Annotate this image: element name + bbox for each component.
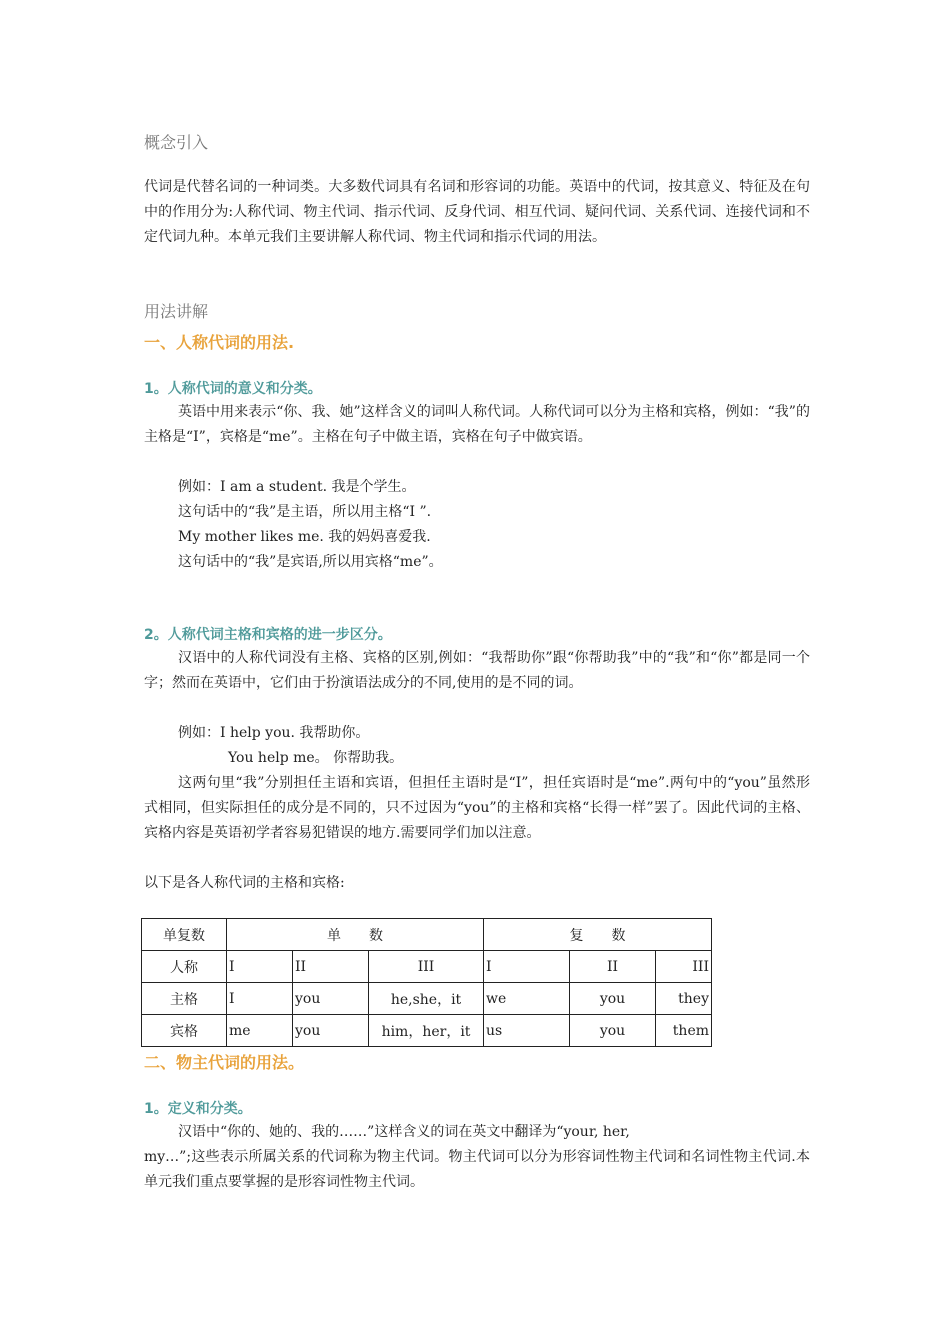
table-intro: 以下是各人称代词的主格和宾格: — [144, 875, 345, 891]
table-cell: II — [570, 951, 656, 983]
table-header-cell: 复 数 — [484, 919, 712, 951]
table-row — [142, 1015, 712, 1047]
table-header-cell: 单 数 — [227, 919, 484, 951]
section1-sub2-paragraph2: 这两句里“我”分别担任主语和宾语，但担任主语时是“I”，担任宾语时是“me”.两句中的“you”虽然形式相同，但实际担任的成分是不同的，只不过因为“you”的主格和宾格“长得一样”罢了。因此代词的主格、宾格内容是英语初学者容易犯错误的地方.需要同学们加以注意。 — [144, 775, 810, 841]
table-cell: us — [484, 1015, 570, 1047]
table-cell: I — [484, 951, 570, 983]
table-cell: you — [293, 983, 369, 1015]
section1-sub1-heading: 1。人称代词的意义和分类。 — [144, 381, 322, 397]
table-row-label: 宾格 — [142, 1015, 227, 1047]
example-line: You help me。 你帮助我。 — [228, 750, 404, 766]
section1-sub2-heading: 2。人称代词主格和宾格的进一步区分。 — [144, 627, 392, 643]
table-cell: III — [369, 951, 484, 983]
table-cell: I — [227, 983, 293, 1015]
table-cell: him，her，it — [369, 1015, 484, 1047]
section2-sub1-paragraph: my…”;这些表示所属关系的代词称为物主代词。物主代词可以分为形容词性物主代词和名词性物主代词.本单元我们重点要掌握的是形容词性物主代词。 — [144, 1149, 810, 1190]
table-cell: you — [293, 1015, 369, 1047]
intro-heading: 概念引入 — [144, 133, 209, 152]
section2-sub1-line: 汉语中“你的、她的、我的……”这样含义的词在英文中翻译为“your, her, — [178, 1124, 630, 1140]
table-cell: me — [227, 1015, 293, 1047]
table-row — [142, 983, 712, 1015]
section1-sub1-paragraph: 英语中用来表示“你、我、她”这样含义的词叫人称代词。人称代词可以分为主格和宾格，例如：“我”的主格是“I”，宾格是“me”。主格在句子中做主语，宾格在句子中做宾语。 — [144, 404, 810, 445]
section2-heading: 二、物主代词的用法。 — [144, 1053, 305, 1072]
pronoun-table — [141, 918, 712, 1047]
table-cell: you — [570, 1015, 656, 1047]
intro-paragraph: 代词是代替名词的一种词类。大多数代词具有名词和形容词的功能。英语中的代词，按其意义、特征及在句中的作用分为:人称代词、物主代词、指示代词、反身代词、相互代词、疑问代词、关系代词、连接代词和不定代词九种。本单元我们主要讲解人称代词、物主代词和指示代词的用法。 — [144, 179, 810, 245]
example-line: My mother likes me. 我的妈妈喜爱我. — [178, 529, 431, 545]
table-cell: you — [570, 983, 656, 1015]
table-cell: he,she，it — [369, 983, 484, 1015]
table-cell: we — [484, 983, 570, 1015]
example-line: 这句话中的“我”是主语，所以用主格“I ”. — [178, 504, 432, 520]
table-row — [142, 951, 712, 983]
section1-sub2-paragraph1: 汉语中的人称代词没有主格、宾格的区别,例如：“我帮助你”跟“你帮助我”中的“我”和“你”都是同一个字；然而在英语中，它们由于扮演语法成分的不同,使用的是不同的词。 — [144, 650, 810, 691]
section2-sub1-heading: 1。定义和分类。 — [144, 1101, 252, 1117]
table-cell: III — [656, 951, 712, 983]
example-line: 例如：I am a student. 我是个学生。 — [178, 479, 416, 495]
table-header-row — [142, 919, 712, 951]
table-header-cell: 单复数 — [142, 919, 227, 951]
usage-heading: 用法讲解 — [144, 302, 209, 321]
example-line: 这句话中的“我”是宾语,所以用宾格“me”。 — [178, 554, 443, 570]
section1-heading: 一、人称代词的用法. — [144, 333, 295, 352]
table-row-label: 主格 — [142, 983, 227, 1015]
table-cell: I — [227, 951, 293, 983]
table-cell: them — [656, 1015, 712, 1047]
table-cell: II — [293, 951, 369, 983]
example-line: 例如：I help you. 我帮助你。 — [178, 725, 370, 741]
table-row-label: 人称 — [142, 951, 227, 983]
table-cell: they — [656, 983, 712, 1015]
